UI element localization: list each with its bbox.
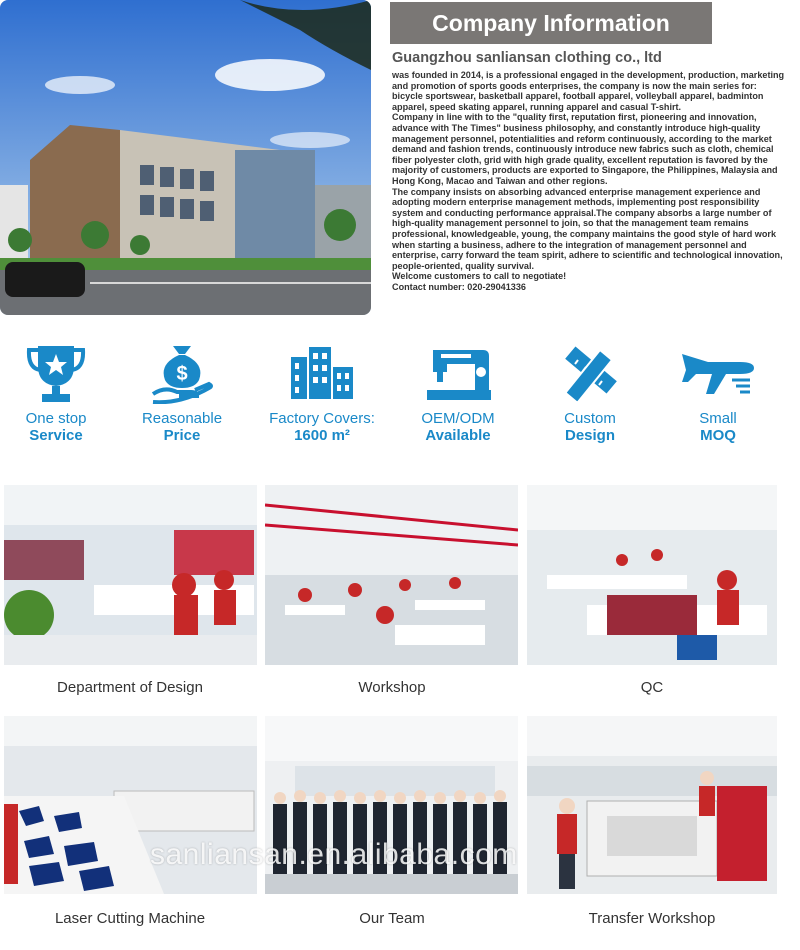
feature-label-line2: MOQ xyxy=(700,427,736,444)
photo-workshop xyxy=(265,485,518,665)
feature-label-line1: Custom xyxy=(564,410,616,427)
company-name: Guangzhou sanliansan clothing co., ltd xyxy=(392,50,662,66)
feature-label-line1: Small xyxy=(699,410,737,427)
feature-label-line2: Available xyxy=(425,427,491,444)
money-bag-hand-icon xyxy=(122,338,242,408)
about-paragraph-philosophy: Company in line with to the "quality first, reputation first, pioneering and innovation, advance with The Times" business philosophy, and constantly introduce high-quality management personnel, potentialities and reform continuously, according to the market demand and fashion trends, continuously introduce new fabrics such as cloth, chemical fiber polyester cloth, grid with high grade quality, excellent reputation is favored by the majority of customers, products are exported to Singapore, the Philippines, Malaysia and Hong Kong, Macao and Taiwan and other regions. xyxy=(392,112,778,186)
page-title: Company Information xyxy=(432,10,670,36)
svg-text:$: $ xyxy=(176,363,188,385)
caption-our-team: Our Team xyxy=(359,910,425,927)
photo-qc xyxy=(527,485,777,665)
feature-one-stop-service xyxy=(0,338,116,444)
feature-label-line1: Factory Covers: xyxy=(269,410,375,427)
feature-label-line1: OEM/ODM xyxy=(421,410,495,427)
about-paragraph-management: The company insists on absorbing advanced enterprise management experience and adopting modern enterprise management methods, implementing post responsibility system and conducting performance appraisal.The company absorbs a large number of high-quality management personnel to join, so that the management team remains professional, knowledgeable, young, the company maintains the good style of hard work when starting a business, adhere to the integration of management personnel and enterprise, carry forward the team spirit, adhere to scientific and technological innovation, people-oriented, quality survival. xyxy=(392,186,783,271)
photo-department-of-design xyxy=(4,485,257,665)
pencil-ruler-icon xyxy=(530,338,650,408)
about-paragraph-intro: was founded in 2014, is a professional engaged in the development, production, marketing and promotion of sports goods enterprises, the company is now the main series for: bicycle sportswear, basketball apparel, football apparel, volleyball apparel, badminton apparel, speed skating apparel, running apparel and casual T-shirt. xyxy=(392,70,785,112)
feature-label-line2: 1600 m² xyxy=(294,427,350,444)
feature-reasonable-price xyxy=(122,338,242,444)
watermark-text: sanliansan.en.alibaba.com xyxy=(150,838,518,871)
caption-laser-cutting-machine: Laser Cutting Machine xyxy=(54,910,206,927)
feature-label-line2: Design xyxy=(564,427,615,444)
caption-workshop: Workshop xyxy=(358,679,426,696)
feature-label-line1: One stop xyxy=(25,410,87,427)
photo-transfer-workshop xyxy=(527,716,777,894)
airplane-icon xyxy=(658,338,778,408)
feature-label-line2: Service xyxy=(29,427,83,444)
company-building-photo xyxy=(0,0,371,315)
feature-custom-design xyxy=(530,338,650,444)
feature-factory-covers xyxy=(262,338,382,444)
about-welcome: Welcome customers to call to negotiate! xyxy=(392,271,567,282)
feature-label-line2: Price xyxy=(163,427,201,444)
trophy-icon xyxy=(0,338,116,408)
caption-qc: QC xyxy=(640,679,664,696)
factory-buildings-icon xyxy=(262,338,382,408)
company-description xyxy=(392,70,790,292)
caption-transfer-workshop: Transfer Workshop xyxy=(588,910,716,927)
feature-oem-odm xyxy=(398,338,518,444)
feature-small-moq xyxy=(658,338,778,444)
caption-department-of-design: Department of Design xyxy=(57,679,203,696)
feature-label-line1: Reasonable xyxy=(141,410,223,427)
contact-number: Contact number: 020-29041336 xyxy=(392,281,526,292)
sewing-machine-icon xyxy=(398,338,518,408)
